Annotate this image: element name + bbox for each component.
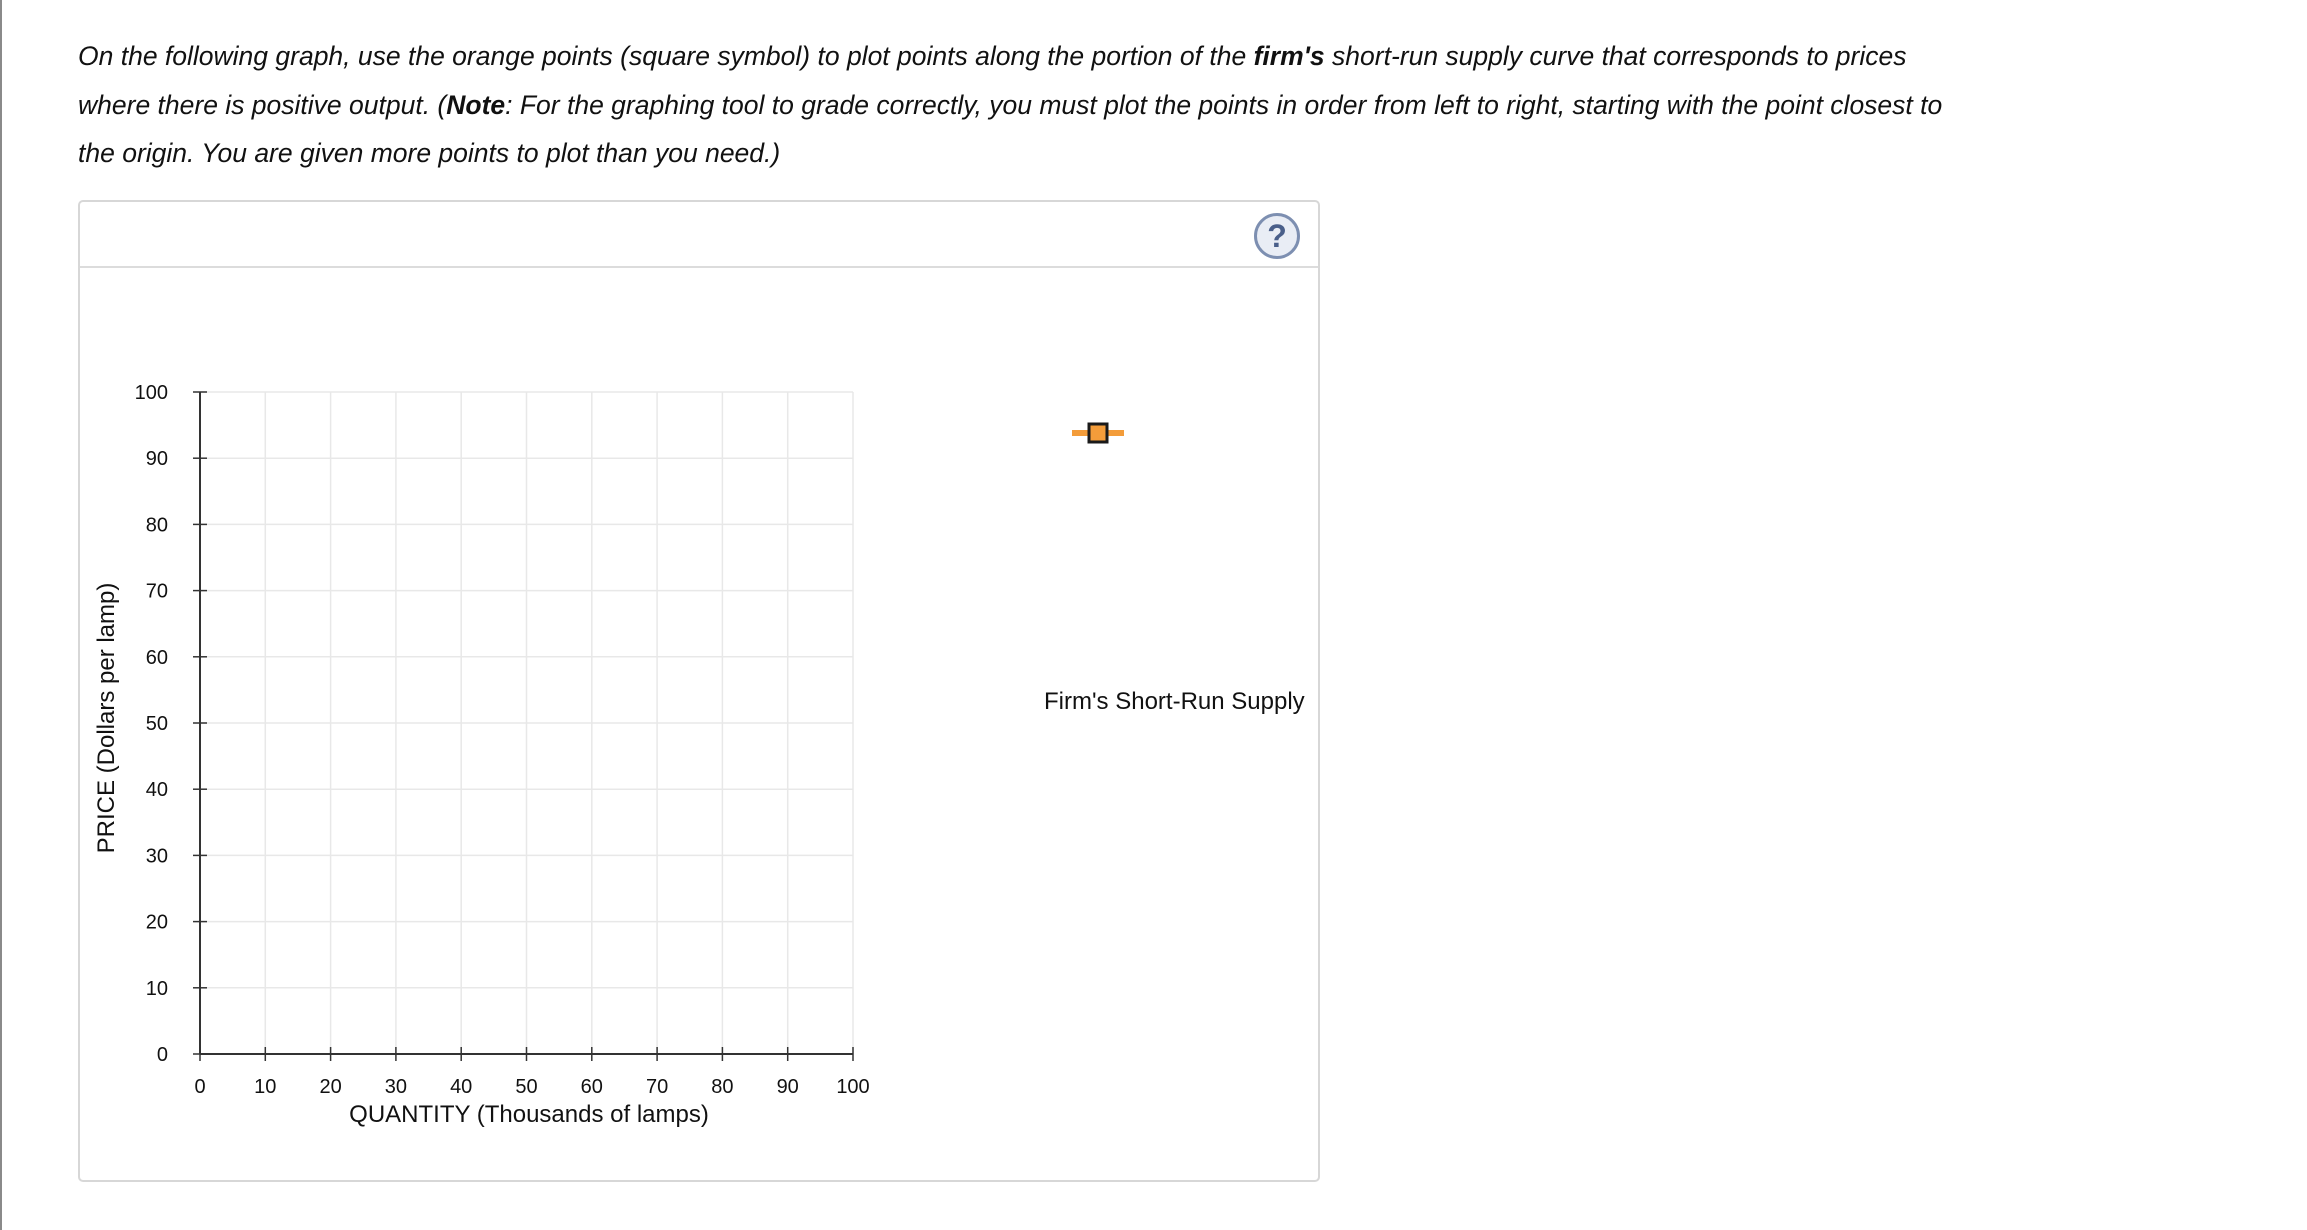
x-tick-label: 0 (194, 1076, 206, 1098)
y-tick-label: 50 (145, 713, 168, 735)
x-tick-label: 70 (645, 1076, 669, 1098)
y-tick-label: 0 (156, 1044, 168, 1066)
question-mark-icon: ? (1267, 217, 1287, 254)
instructions-text-1: On the following graph, use the orange points (square symbol) to plot points along the portion of the (78, 41, 1254, 71)
x-tick-label: 60 (580, 1076, 603, 1098)
y-tick-label: 20 (145, 911, 168, 934)
y-tick-label: 70 (145, 580, 168, 603)
x-tick-label: 90 (776, 1076, 799, 1098)
instructions-text-2: short-run supply curve that corresponds to prices where there is positive output. ( (78, 41, 1907, 120)
legend-point-tool[interactable] (1072, 424, 1124, 442)
y-axis-ticks (135, 382, 207, 1066)
instructions-bold-firms: firm's (1253, 41, 1325, 71)
instructions-bold-note: Note (446, 89, 506, 120)
orange-square-point-icon (1089, 424, 1107, 442)
x-tick-label: 80 (711, 1076, 734, 1098)
x-tick-label: 20 (319, 1076, 342, 1098)
legend-label: Firm's Short-Run Supply (1044, 688, 1305, 715)
x-tick-label: 30 (384, 1076, 408, 1098)
instructions-text-3: : For the graphing tool to grade correctly, you must plot the points in order from left to right, starting with the point closest to the origin. You are given more points to plot than you need.) (78, 89, 1943, 168)
grid (200, 392, 853, 1054)
y-tick-label: 40 (145, 779, 168, 802)
x-tick-label: 100 (836, 1076, 870, 1098)
y-tick-label: 100 (134, 382, 168, 404)
y-tick-label: 80 (145, 514, 168, 537)
x-axis-label: QUANTITY (Thousands of lamps) (349, 1101, 709, 1128)
y-tick-label: 90 (145, 448, 168, 471)
graphing-tool-panel (78, 200, 1320, 1182)
y-tick-label: 10 (145, 977, 168, 1000)
x-tick-label: 10 (254, 1076, 277, 1098)
left-border (0, 0, 2, 1230)
instructions (78, 32, 1978, 178)
y-tick-label: 30 (145, 845, 168, 868)
x-tick-label: 50 (515, 1076, 538, 1098)
y-axis-label: PRICE (Dollars per lamp) (93, 582, 120, 854)
y-tick-label: 60 (145, 646, 168, 669)
x-tick-label: 40 (450, 1076, 473, 1098)
